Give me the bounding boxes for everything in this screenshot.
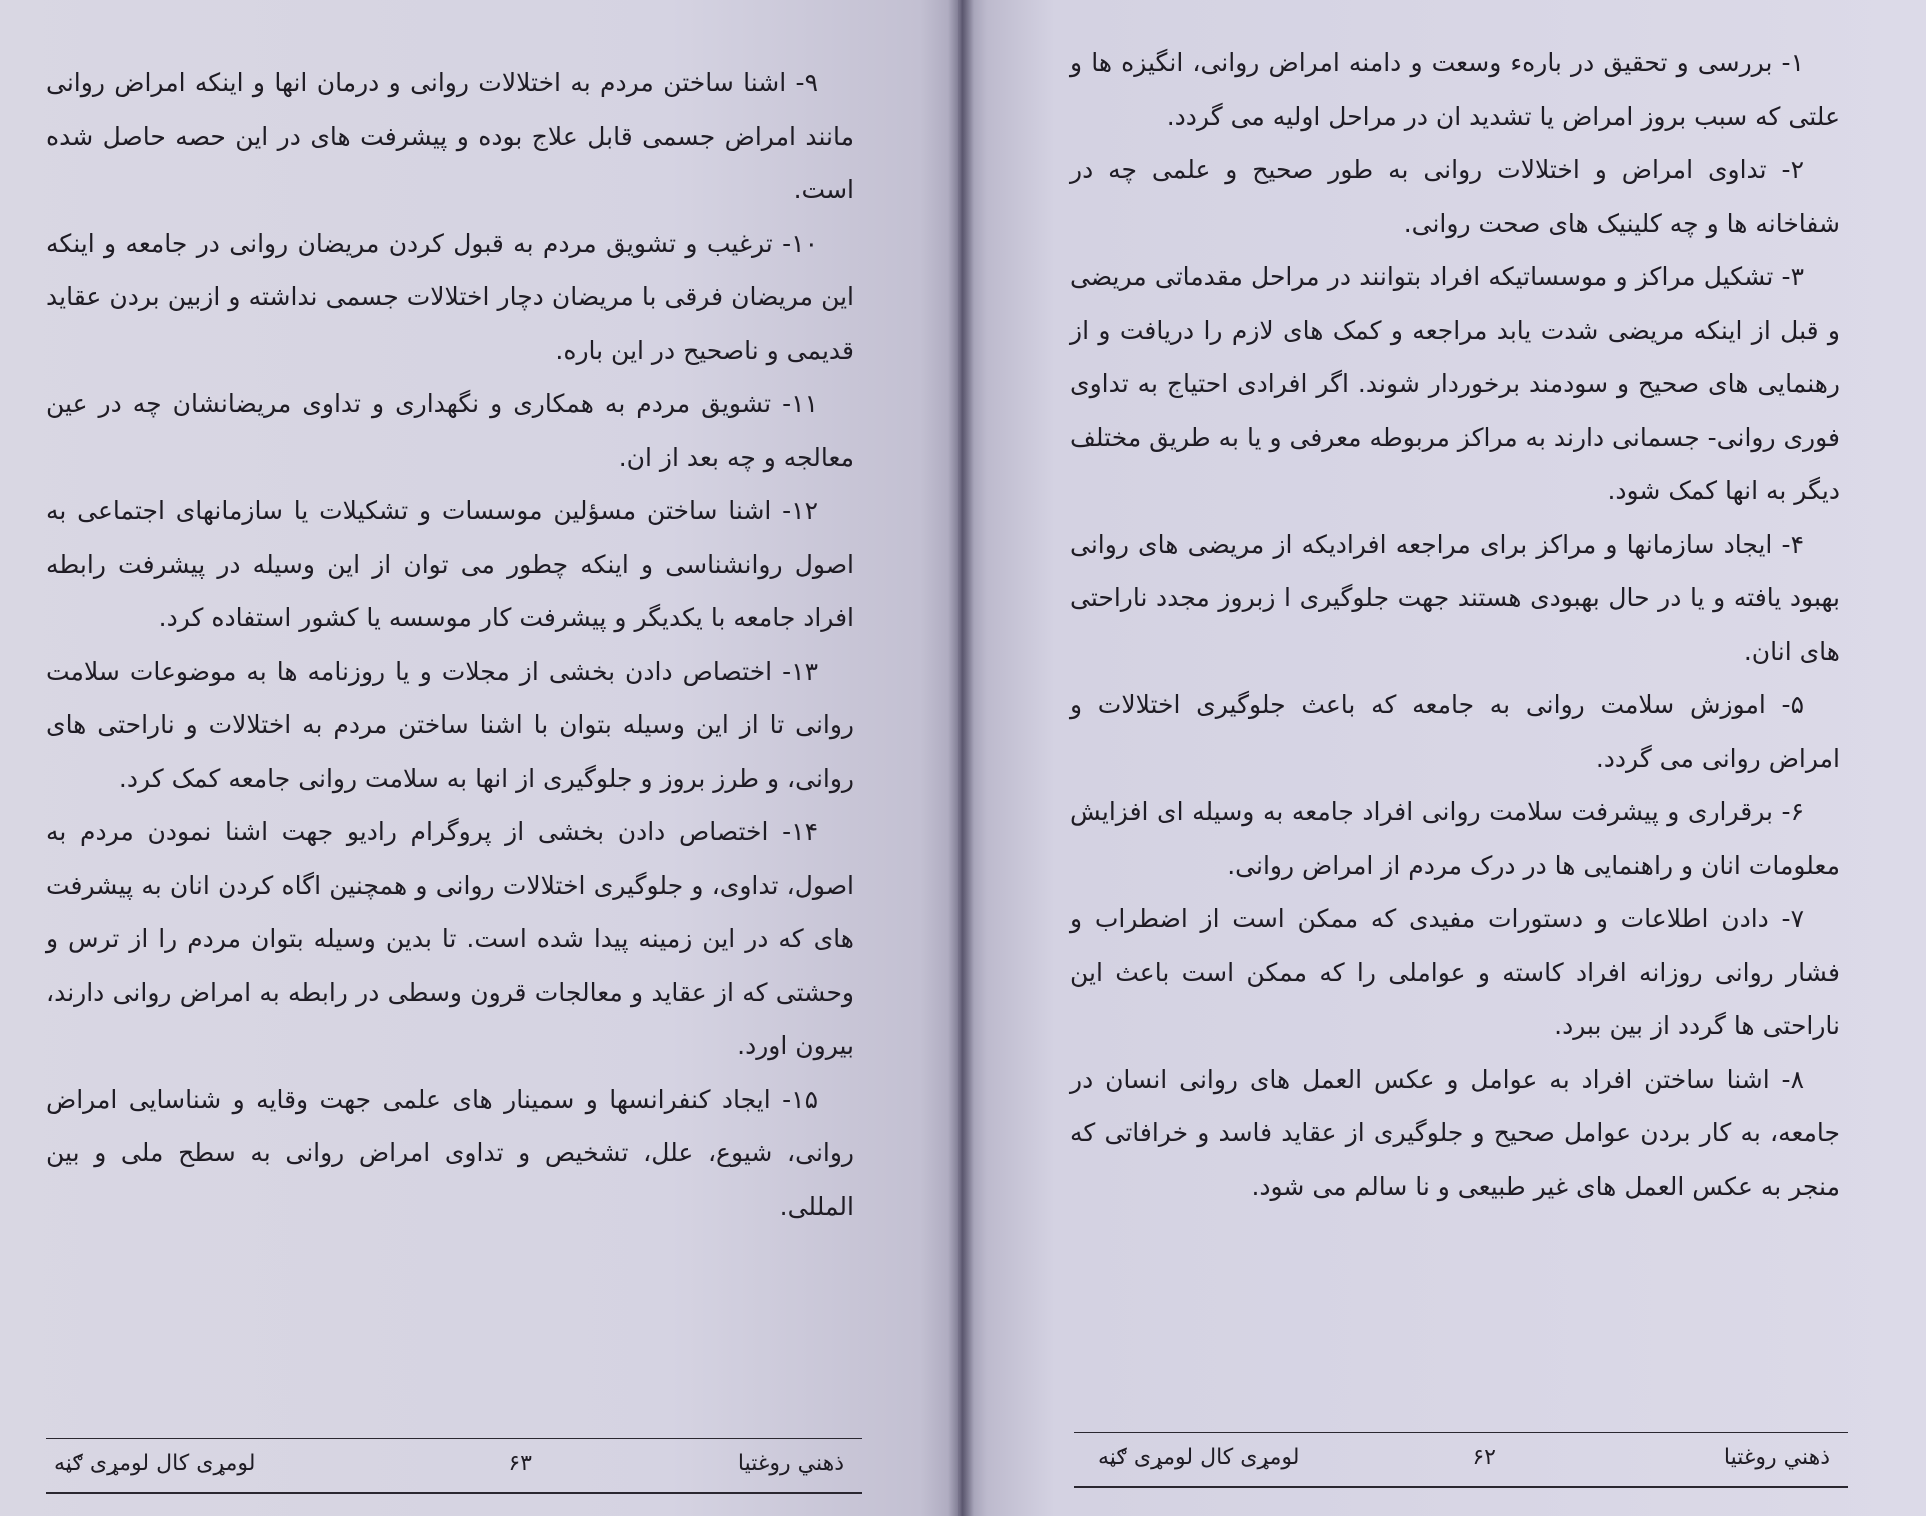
paragraph-item-15: ۱۵- ایجاد کنفرانسها و سمینار های علمی جهت وقایه و شناسایی امراض روانی، شیوع، علل، تشخیص و تداوی امراض روانی به سطح ملی و بین المللی. <box>46 1084 854 1221</box>
paragraph-item-8: ۸- اشنا ساختن افراد به عوامل و عکس العمل های روانی انسان در جامعه، به کار بردن عوامل صحیح و جلوگیری از عقاید فاسد و خرافاتی که منجر به عکس العمل های غیر طبیعی و نا سالم می شود. <box>1070 1064 1840 1201</box>
paragraph-item-12: ۱۲- اشنا ساختن مسؤلین موسسات و تشکیلات یا سازمانهای اجتماعی به اصول روانشناسی و اینکه چطور می توان از این وسیله در پیشرفت رابطه افراد جامعه با یکدیگر و پیشرفت کار موسسه یا کشور استفاده کرد. <box>46 496 854 632</box>
paragraph-item-14: ۱۴- اختصاص دادن بخشی از پروگرام رادیو جهت اشنا نمودن مردم به اصول، تداوی، و جلوگیری اختلالات روانی و همچنین اگاه کردن انان به پیشرفت های که در این زمینه پیدا شده است. تا بدین وسیله بتوان مردم را از ترس و وحشتی که از عقاید و معالجات قرون وسطی در رابطه به امراض روانی دارند، بیرون اورد. <box>46 817 854 1060</box>
paragraph-item-10: ۱۰- ترغیب و تشویق مردم به قبول کردن مریضان روانی در جامعه و اینکه این مریضان فرقی با مریضان دچار اختلالات جسمی نداشته و ازبین بردن عقاید قدیمی و ناصحیح در این باره. <box>46 228 854 365</box>
paragraph-item-4: ۴- ایجاد سازمانها و مراکز برای مراجعه افرادیکه از مریضی های روانی بهبود یافته و یا در حال بهبودی هستند جهت جلوگیری ا زبروز مجدد ناراحتی های انان. <box>1070 529 1840 666</box>
left-page-body <box>46 56 854 1233</box>
paragraph-item-6: ۶- برقراری و پیشرفت سلامت روانی افراد جامعه به وسیله ای افزایش معلومات انان و راهنمایی ها در درک مردم از امراض روانی. <box>1070 797 1840 880</box>
book-gutter-shadow <box>948 0 974 1516</box>
journal-title: ذهني روغتيا <box>737 1451 844 1476</box>
paragraph-item-7: ۷- دادن اطلاعات و دستورات مفیدی که ممکن است از اضطراب و فشار روانی روزانه افراد کاسته و عواملی را که ممکن است باعث این ناراحتی ها گردد از بین ببرد. <box>1070 904 1840 1040</box>
right-page-body <box>1070 36 1840 1213</box>
right-page-footer <box>1074 1432 1848 1488</box>
page-number: ۶۳ <box>508 1451 532 1476</box>
left-page <box>0 0 958 1516</box>
paragraph-item-11: ۱۱- تشویق مردم به همکاری و نگهداری و تداوی مریضانشان چه در عین معالجه و چه بعد از ان. <box>46 389 854 472</box>
paragraph-item-5: ۵- اموزش سلامت روانی به جامعه که باعث جلوگیری اختلالات و امراض روانی می گردد. <box>1070 690 1840 773</box>
issue-label: لومړی کال لومړی ګڼه <box>1098 1445 1300 1470</box>
page-number: ۶۲ <box>1472 1445 1496 1470</box>
right-page <box>958 0 1926 1516</box>
journal-title: ذهني روغتيا <box>1723 1445 1830 1470</box>
issue-label: لومړی کال لومړی ګڼه <box>54 1451 256 1476</box>
paragraph-item-3: ۳- تشکیل مراکز و موسساتیکه افراد بتوانند در مراحل مقدماتی مریضی و قبل از اینکه مریضی شدت یابد مراجعه و کمک های لازم را دریافت و از رهنمایی های صحیح و سودمند برخوردار شوند. اگر افرادی احتیاج به تداوی فوری روانی- جسمانی دارند به مراکز مربوطه معرفی و یا به طریق مختلف دیگر به انها کمک شود. <box>1070 262 1840 505</box>
paragraph-item-2: ۲- تداوی امراض و اختلالات روانی به طور صحیح و علمی چه در شفاخانه ها و چه کلینیک های صحت روانی. <box>1070 155 1840 238</box>
paragraph-item-1: ۱- بررسی و تحقیق در بارهء وسعت و دامنه امراض روانی، انگیزه ها و علتی که سبب بروز امراض یا تشدید ان در مراحل اولیه می گردد. <box>1070 48 1840 131</box>
left-page-footer <box>46 1438 862 1494</box>
paragraph-item-9: ۹- اشنا ساختن مردم به اختلالات روانی و درمان انها و اینکه امراض روانی مانند امراض جسمی قابل علاج بوده و پیشرفت های در این حصه حاصل شده است. <box>46 68 854 204</box>
paragraph-item-13: ۱۳- اختصاص دادن بخشی از مجلات و یا روزنامه ها به موضوعات سلامت روانی تا از این وسیله بتوان با اشنا ساختن مردم به اختلالات و ناراحتی های روانی، و طرز بروز و جلوگیری از انها به سلامت روانی جامعه کمک کرد. <box>46 656 854 793</box>
